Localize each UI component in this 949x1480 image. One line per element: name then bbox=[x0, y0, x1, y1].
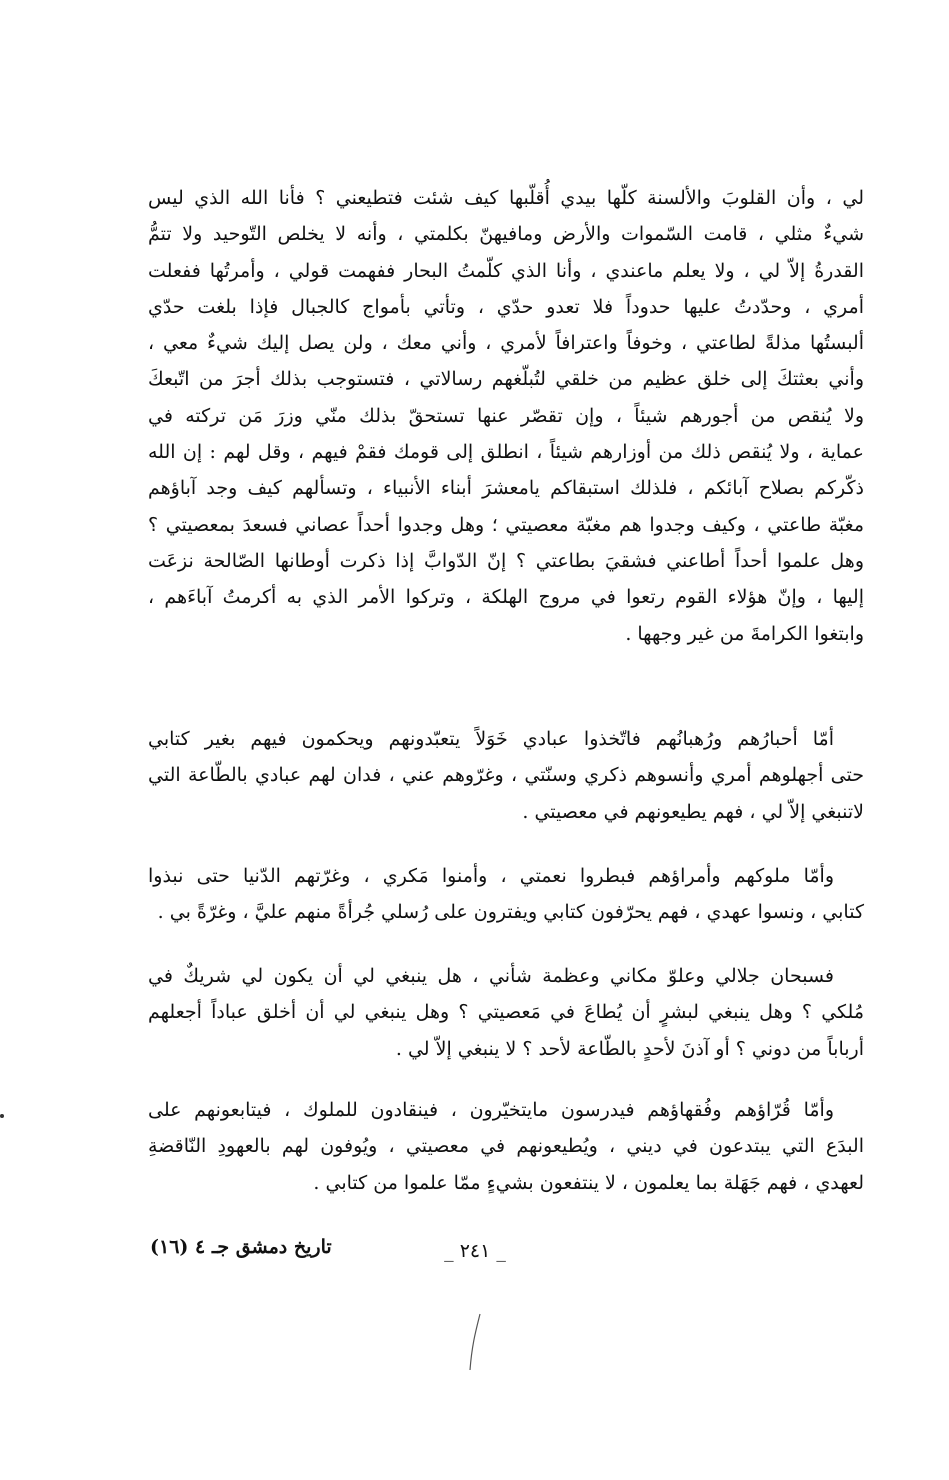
text-line: ألبستُها مذلةً لطاعتي ، وخوفاً واعترافاً لأمري ، وأني معك ، ولن يصل إليك شيءٌ معي ، bbox=[148, 332, 864, 355]
pencil-mark-icon bbox=[464, 1312, 484, 1372]
text-line: أمري ، وحدّدتُ عليها حدوداً فلا تعدو حدّي ، وتأتي بأمواج كالجبال فإذا بلغت حدّي bbox=[148, 295, 864, 318]
text-line: كتابي ، ونسوا عهدي ، فهم يحرّفون كتابي ويفترون على رُسلي جُرأةً منهم عليَّ ، وغرّةً بي . bbox=[157, 901, 864, 924]
book-title-footer: تاريخ دمشق جـ ٤ (١٦) bbox=[150, 1236, 332, 1258]
text-line: فسبحان جلالي وعلوّ مكاني وعظمة شأني ، هل ينبغي لي أن يكون لي شريكٌ في bbox=[148, 965, 834, 987]
text-line: عماية ، ولا يُنقص ذلك من أوزارهم شيئاً ، انطلق إلى قومك فقمْ فيهم ، وقل لهم : إن الله bbox=[148, 441, 864, 464]
text-line: القدرةُ إلاّ لي ، ولا يعلم ماعندي ، وأنا الذي كلّمتُ البحار ففهمت قولي ، وأمرتُها ففعلت bbox=[148, 259, 864, 282]
text-line: أمّا أحبارُهم ورُهبانُهم فاتّخذوا عبادي خَوَلاً يتعبّدونهم ويحكمون فيهم بغير كتابي bbox=[148, 728, 834, 750]
paragraph-4 bbox=[148, 958, 864, 1067]
text-line: حتى أجهلوهم أمري وأنسوهم ذكري وسنّتي ، وغرّوهم عني ، فدان لهم عبادي بالطّاعة التي bbox=[148, 764, 864, 787]
text-line: مُلكي ؟ وهل ينبغي لبشرٍ أن يُطاعَ في مَعصيتي ؟ وهل ينبغي لي أن أخلق عباداً أجعلهم bbox=[148, 1001, 864, 1024]
text-line: لعهدي ، فهم جَهَلة بما يعلمون ، لا ينتفعون بشيءٍ ممّا علموا من كتابي . bbox=[313, 1171, 864, 1194]
text-line: شيءٌ مثلي ، قامت السّموات والأرض ومافيهنّ بكلمتي ، وأنه لا يخلص التّوحيد ولا تتمُّ bbox=[148, 223, 864, 246]
text-line: لاتنبغي إلاّ لي ، فهم يطيعونهم في معصيتي . bbox=[522, 800, 864, 823]
text-line: وأني بعثتكَ إلى خلق عظيم من خلقي لتُبلّغهم رسالاتي ، فتستوجب بذلك أجرَ من اتّبعكَ bbox=[148, 368, 864, 391]
text-line: ذكّركم بصلاح آبائكم ، فلذلك استبقاكم يامعشرَ أبناء الأنبياء ، وتسألهم كيف وجد آباؤهم bbox=[148, 477, 864, 500]
paragraph-1 bbox=[148, 180, 864, 652]
paragraph-5 bbox=[148, 1092, 864, 1201]
page-number: _ ٢٤١ _ bbox=[444, 1240, 506, 1262]
text-line: وأمّا ملوكهم وأمراؤهم فبطروا نعمتي ، وأمنوا مَكري ، وغرّتهم الدّنيا حتى نبذوا bbox=[148, 865, 834, 887]
text-line: إليها ، وإنّ هؤلاء القوم رتعوا في مروج الهلكة ، وتركوا الأمر الذي به أكرمتُ آباءَهم ، bbox=[148, 586, 864, 609]
paragraph-2 bbox=[148, 721, 864, 830]
margin-dot-icon bbox=[0, 1114, 4, 1118]
text-line: وأمّا قُرّاؤهم وفُقهاؤهم فيدرسون مايتخيّرون ، فينقادون للملوك ، فيتابعونهم على bbox=[148, 1099, 834, 1121]
text-line: مغبّة طاعتي ، وكيف وجدوا هم مغبّة معصيتي ؛ وهل وجدوا أحداً عصاني فسعدَ بمعصيتي ؟ bbox=[148, 513, 864, 536]
text-line: وهل علموا أحداً أطاعني فشقيَ بطاعتي ؟ إنّ الدّوابَّ إذا ذكرت أوطانها الصّالحة نزعَت bbox=[148, 549, 864, 572]
text-line: وابتغوا الكرامةَ من غير وجهها . bbox=[625, 622, 864, 645]
text-line: لي ، وأن القلوبَ والألسنة كلّها بيدي أُقلّبها كيف شئت فتطيعني ؟ فأنا الله الذي ليس bbox=[148, 187, 864, 209]
text-line: ولا يُنقص من أجورهم شيئاً ، وإن تقصّر عنها تستحقّ بذلك منّي وزرَ مَن تركته في bbox=[148, 404, 864, 427]
paragraph-3 bbox=[148, 858, 864, 931]
text-line: أرباباً من دوني ؟ أو آذنَ لأحدٍ بالطّاعة لأحد ؟ لا ينبغي إلاّ لي . bbox=[395, 1037, 864, 1060]
text-line: البدَع التي يبتدعون في ديني ، ويُطيعونهم في معصيتي ، ويُوفون لهم بالعهودِ النّاقضةِ bbox=[148, 1135, 864, 1158]
